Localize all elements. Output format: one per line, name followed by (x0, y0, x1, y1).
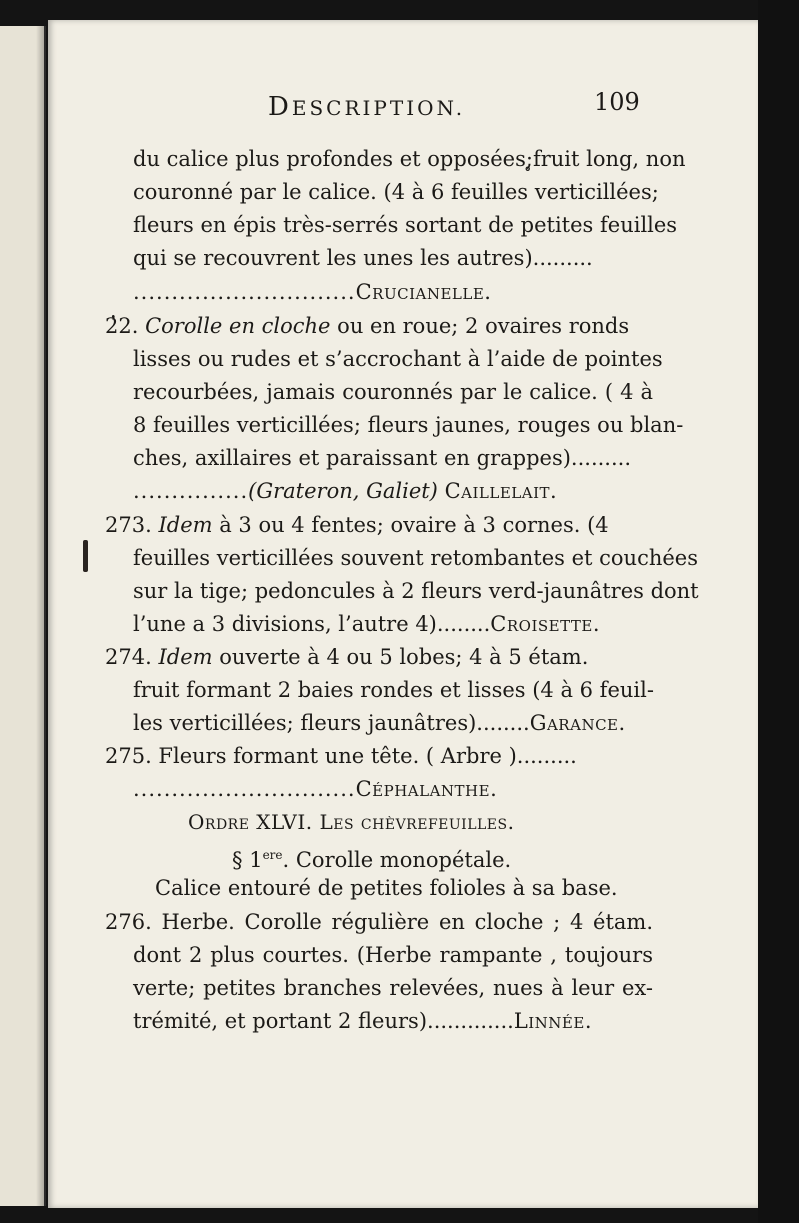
text-line: .............................Céphalanthe. (133, 777, 498, 801)
text-line: fruit formant 2 baies rondes et lisses (4 à 6 feuil- (133, 678, 654, 702)
entry-272: 2̓2. Corolle en cloche ou en roue; 2 ovaires ronds (105, 314, 630, 338)
text-line: dont 2 plus courtes. (Herbe rampante , toujours (133, 943, 653, 967)
plant-name: Crucianelle. (355, 280, 492, 304)
text-line: les verticillées; fleurs jaunâtres)........Garance. (133, 711, 626, 735)
text-line: qui se recouvrent les unes les autres)......... (133, 246, 593, 270)
order-heading: Ordre XLVI. Les chèvrefeuilles. (188, 810, 515, 834)
text-line: feuilles verticillées souvent retombantes et couchées (133, 546, 698, 570)
running-title: DESCRIPTION. (268, 92, 466, 122)
text-line: l’une a 3 divisions, l’autre 4)........Croisette. (133, 612, 601, 636)
text-line: couronné par le calice. (4 à 6 feuilles verticillées; (133, 180, 659, 204)
entry-275: 275. Fleurs formant une tête. ( Arbre )......... (105, 744, 577, 768)
synonym: (Grateron, Galiet) (248, 479, 438, 503)
section-heading: § 1ere. Corolle monopétale. (232, 848, 512, 872)
text-line: ches, axillaires et paraissant en grappes)......... (133, 446, 631, 470)
entry-274: 274. Idem ouverte à 4 ou 5 lobes; 4 à 5 étam. (105, 645, 589, 669)
text-line: lisses ou rudes et s’accrochant à l’aide de pointes (133, 347, 663, 371)
text-line: .............................Crucianelle. (133, 280, 492, 304)
text-line: trémité, et portant 2 fleurs).............Linnée. (133, 1009, 593, 1033)
subheading: Calice entouré de petites folioles à sa base. (155, 876, 618, 900)
text-line: fleurs en épis très-serrés sortant de petites feuilles (133, 213, 678, 237)
entry-273: 273. Idem à 3 ou 4 fentes; ovaire à 3 cornes. (4 (105, 513, 609, 537)
ink-mark (83, 540, 88, 572)
text-line: ...............(Grateron, Galiet) Caillelait. (133, 479, 558, 503)
page-number: 109 (594, 88, 640, 116)
entry-276: 276. Herbe. Corolle régulière en cloche ; 4 étam. (105, 910, 653, 934)
plant-name: Croisette. (490, 612, 601, 636)
text-line: 8 feuilles verticillées; fleurs jaunes, rouges ou blan- (133, 413, 684, 437)
dark-margin (758, 0, 799, 1223)
text-line: sur la tige; pedoncules à 2 fleurs verd-jaunâtres dont (133, 579, 699, 603)
text-line: verte; petites branches relevées, nues à leur ex- (133, 976, 653, 1000)
text-line: du calice plus profondes et opposées;̥fruit long, non (133, 147, 686, 171)
plant-name: Garance. (529, 711, 626, 735)
plant-name: Linnée. (513, 1009, 593, 1033)
plant-name: Caillelait. (444, 479, 558, 503)
text-line: recourbées, jamais couronnés par le calice. ( 4 à (133, 380, 653, 404)
plant-name: Céphalanthe. (355, 777, 498, 801)
facing-page-edge (0, 26, 46, 1206)
